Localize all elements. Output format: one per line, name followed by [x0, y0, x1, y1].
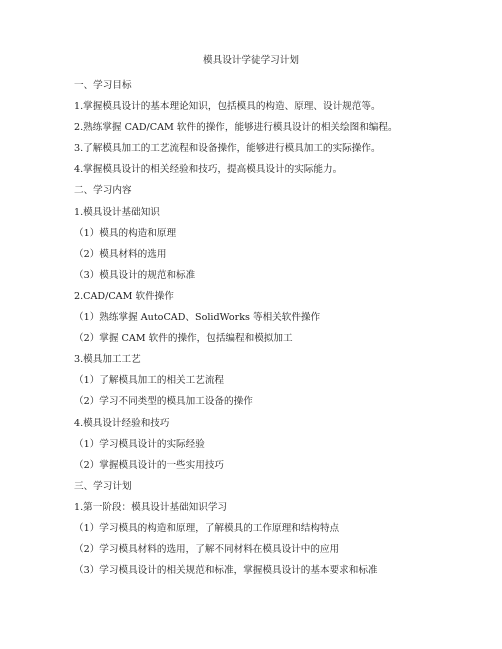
- content-subitem: （1）熟练掌握 AutoCAD、SolidWorks 等相关软件操作: [74, 312, 321, 324]
- section-heading-learning-plan: 三、学习计划: [74, 480, 132, 492]
- content-subitem: （2）掌握 CAM 软件的操作，包括编程和模拟加工: [74, 333, 293, 345]
- content-subitem: （2）学习不同类型的模具加工设备的操作: [74, 396, 253, 408]
- content-subitem: （1）了解模具加工的相关工艺流程: [74, 375, 225, 387]
- content-heading-cad-cam: 2.CAD/CAM 软件操作: [74, 290, 174, 302]
- plan-subitem: （2）学习模具材料的选用，了解不同材料在模具设计中的应用: [74, 544, 340, 556]
- content-subitem: （2）掌握模具设计的一些实用技巧: [74, 459, 225, 471]
- goal-item-1: 1.掌握模具设计的基本理论知识，包括模具的构造、原理、设计规范等。: [74, 101, 381, 113]
- content-subitem: （3）模具设计的规范和标准: [74, 269, 196, 281]
- document-body: [74, 79, 474, 585]
- goal-item-2: 2.熟练掌握 CAD/CAM 软件的操作，能够进行模具设计的相关绘图和编程。: [74, 122, 398, 134]
- content-subitem: （1）模具的构造和原理: [74, 227, 177, 239]
- goal-item-4: 4.掌握模具设计的相关经验和技巧，提高模具设计的实际能力。: [74, 164, 343, 176]
- section-heading-learning-goals: 一、学习目标: [74, 80, 132, 91]
- plan-subitem: （1）学习模具的构造和原理，了解模具的工作原理和结构特点: [74, 522, 340, 534]
- plan-subitem: （3）学习模具设计的相关规范和标准，掌握模具设计的基本要求和标准: [74, 565, 378, 577]
- section-heading-learning-content: 二、学习内容: [74, 185, 132, 197]
- document-title: 模具设计学徒学习计划: [203, 55, 299, 66]
- content-heading-basics: 1.模具设计基础知识: [74, 206, 160, 218]
- goal-item-3: 3.了解模具加工的工艺流程和设备操作，能够进行模具加工的实际操作。: [74, 143, 381, 155]
- content-heading-experience: 4.模具设计经验和技巧: [74, 417, 170, 429]
- content-heading-machining: 3.模具加工工艺: [74, 354, 141, 366]
- plan-phase-1-heading: 1.第一阶段：模具设计基础知识学习: [74, 501, 228, 513]
- content-subitem: （2）模具材料的选用: [74, 248, 167, 260]
- content-subitem: （1）学习模具设计的实际经验: [74, 438, 205, 450]
